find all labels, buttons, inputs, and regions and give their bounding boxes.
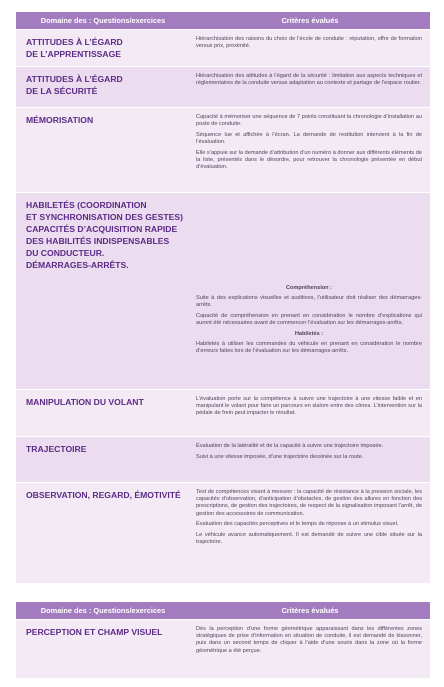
domain-cell: OBSERVATION, REGARD, ÉMOTIVITÉ [26,490,181,500]
table-row [16,107,430,192]
criteria-cell: Hiérarchisation des raisons du choix de l’école de conduite : réputation, offre de formation versus prix, proximité. [196,36,422,50]
table-row [16,66,430,107]
domain-cell: ATTITUDES À L’ÉGARD DE L’APPRENTISSAGE [26,37,123,59]
subheading-habiletes: Habiletés : [294,331,324,338]
domain-cell: TRAJECTOIRE [26,444,87,454]
criteria-cell: Hiérarchisation des attitudes à l’égard de la sécurité : limitation aux aspects techniques et réglementaires de la conduite versus adaptation au contexte et partage de l’espace routier. [196,73,422,87]
criteria-table-2 [16,602,430,678]
domain-cell: HABILETÉS (COORDINATION ET SYNCHRONISATION DES GESTES) CAPACITÉS D’ACQUISITION RAPIDE DES HABILITÉS INDISPENSABLES DU CONDUCTEUR. DÉMARRAGES-ARRÊTS. [26,200,183,270]
criteria-cell: Capacité à mémoriser une séquence de 7 points constituant la chronologie d’installation au poste de conduite. Séquence lue et affichée à l’écran. La demande de restitution intervient à la fin de l’évaluation. Elle s’appuie sur la demande d’attribution d’un numéro à donner aux différents éléments de la liste, présentés dans le désordre, pour retrouver la chronologie présentée en début d’évaluation. [196,114,422,171]
criteria-cell: L’évaluation porte sur la compétence à suivre une trajectoire à une vitesse faible et en manipulant le volant pour faire un parcours en slalom entre des cônes. L’intervention sur la pédale de frein peut impacter le résultat. [196,396,422,417]
domain-cell: MÉMORISATION [26,115,94,125]
subheading-comprehension: Compréhension : [286,285,332,291]
table-header [16,602,430,619]
table-row [16,29,430,66]
criteria-cell: Évaluation de la latéralité et de la capacité à suivre une trajectoire imposée. Suivi à une vitesse imposée, d’une trajectoire dessinée sur la route. [196,443,384,460]
table-row [16,482,430,583]
table-row [16,619,430,678]
domain-cell: ATTITUDES À L’ÉGARD DE LA SÉCURITÉ [26,74,123,96]
header-domain: Domaine des : Questions/exercices [40,606,166,615]
criteria-cell: Dès la perception d’une forme géométrique apparaissant dans les différentes zones stratégiques de prise d’information en situation de conduite, il est demandé de klaxonner, puis dans un second temps de cliquer à l’aide d’une souris dans la zone où la forme géométrique a été perçue. [196,626,422,654]
table-row [16,192,430,389]
header-criteria: Critères évalués [281,16,339,25]
domain-cell: PERCEPTION ET CHAMP VISUEL [26,627,163,637]
header-domain: Domaine des : Questions/exercices [40,16,166,25]
table-row [16,436,430,482]
criteria-table-1 [16,12,430,583]
domain-cell: MANIPULATION DU VOLANT [26,397,144,407]
table-row [16,389,430,436]
criteria-cell: Compréhension : Suite à des explications visuelles et auditives, l’utilisateur doit réaliser des démarrages-arrêts. Capacité de compréhension en prenant en considération le nombre d’explications qui auront été nécessaires avant de commencer l’évaluation sur les démarrages-arrêts. Habiletés : Habiletés à utiliser les commandes du véhicule en prenant en considération le nombre d’erreurs faites lors de l’évaluation sur les démarrages-arrêts. [196,285,422,355]
header-criteria: Critères évalués [281,606,339,615]
criteria-cell: Test de compétences visant à mesurer : la capacité de résistance à la pression sociale, les capacités d’observation, d’anticipation d’obstacles, de gestion des allures en fonction des prescriptions, de gestion des trajectoires, de respect de la signalisation imposant l’arrêt, de gestion des accessoires de communication. Évaluation des capacités perceptives et le temps de réponse à un stimulus visuel. Le véhicule avance automatiquement. Il est demandé de suivre une cible située sur la trajectoire. [196,489,422,546]
table-header [16,12,430,29]
